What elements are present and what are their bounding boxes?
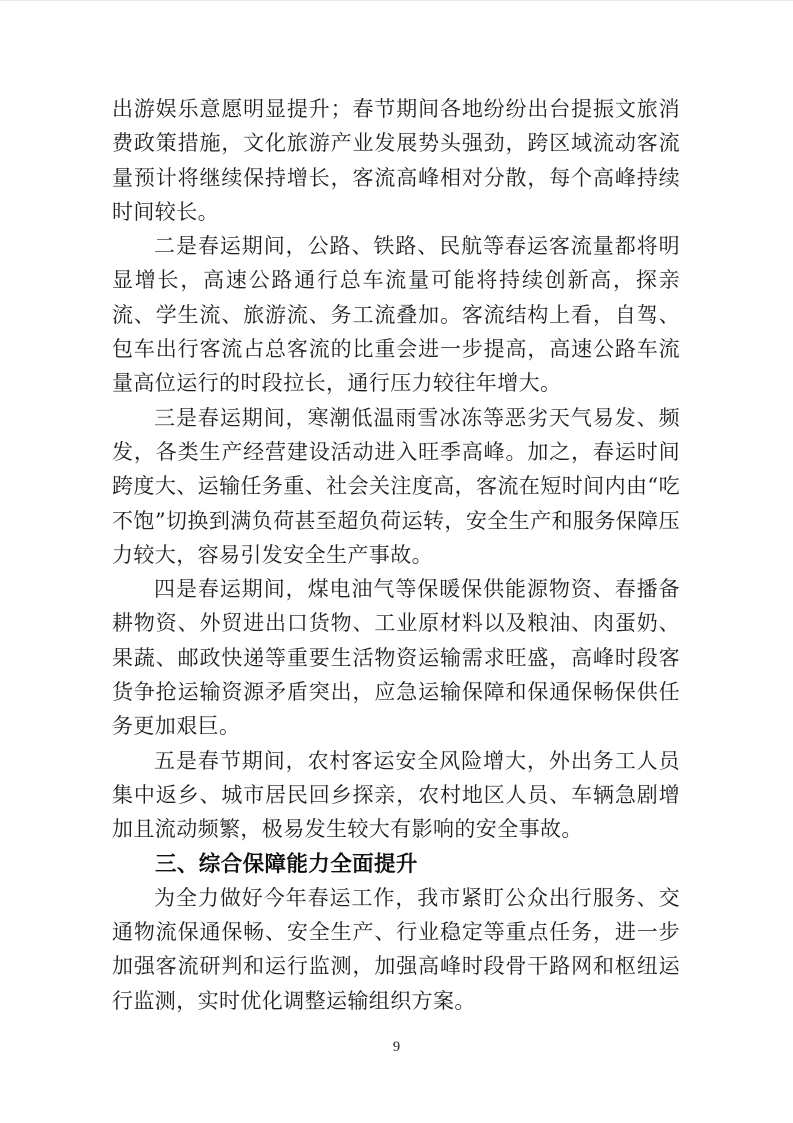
page-number: 9 <box>392 1039 401 1055</box>
paragraph-point-three: 三是春运期间，寒潮低温雨雪冰冻等恶劣天气易发、频发，各类生产经营建设活动进入旺季高峰。加之，春运时间跨度大、运输任务重、社会关注度高，客流在短时间内由“吃不饱”切换到满负荷甚至超负荷运转，安全生产和服务保障压力较大，容易引发安全生产事故。 <box>112 405 680 567</box>
paragraph-section-body: 为全力做好今年春运工作，我市紧盯公众出行服务、交通物流保通保畅、安全生产、行业稳定等重点任务，进一步加强客流研判和运行监测，加强高峰时段骨干路网和枢纽运行监测，实时优化调整运输组织方案。 <box>112 885 680 1013</box>
section-heading: 三、综合保障能力全面提升 <box>155 851 418 876</box>
paragraph-point-four: 四是春运期间，煤电油气等保暖保供能源物资、春播备耕物资、外贸进出口货物、工业原材料以及粮油、肉蛋奶、果蔬、邮政快递等重要生活物资运输需求旺盛，高峰时段客货争抢运输资源矛盾突出，应急运输保障和保通保畅保供任务更加艰巨。 <box>112 577 680 739</box>
document-body <box>112 92 680 1018</box>
paragraph-point-five: 五是春节期间，农村客运安全风险增大，外出务工人员集中返乡、城市居民回乡探亲，农村地区人员、车辆急剧增加且流动频繁，极易发生较大有影响的安全事故。 <box>112 748 680 842</box>
paragraph-continuation: 出游娱乐意愿明显提升；春节期间各地纷纷出台提振文旅消费政策措施，文化旅游产业发展势头强劲，跨区域流动客流量预计将继续保持增长，客流高峰相对分散，每个高峰持续时间较长。 <box>112 97 680 224</box>
paragraph-point-two: 二是春运期间，公路、铁路、民航等春运客流量都将明显增长，高速公路通行总车流量可能将持续创新高，探亲流、学生流、旅游流、务工流叠加。客流结构上看，自驾、包车出行客流占总客流的比重会进一步提高，高速公路车流量高位运行的时段拉长，通行压力较往年增大。 <box>112 234 680 396</box>
